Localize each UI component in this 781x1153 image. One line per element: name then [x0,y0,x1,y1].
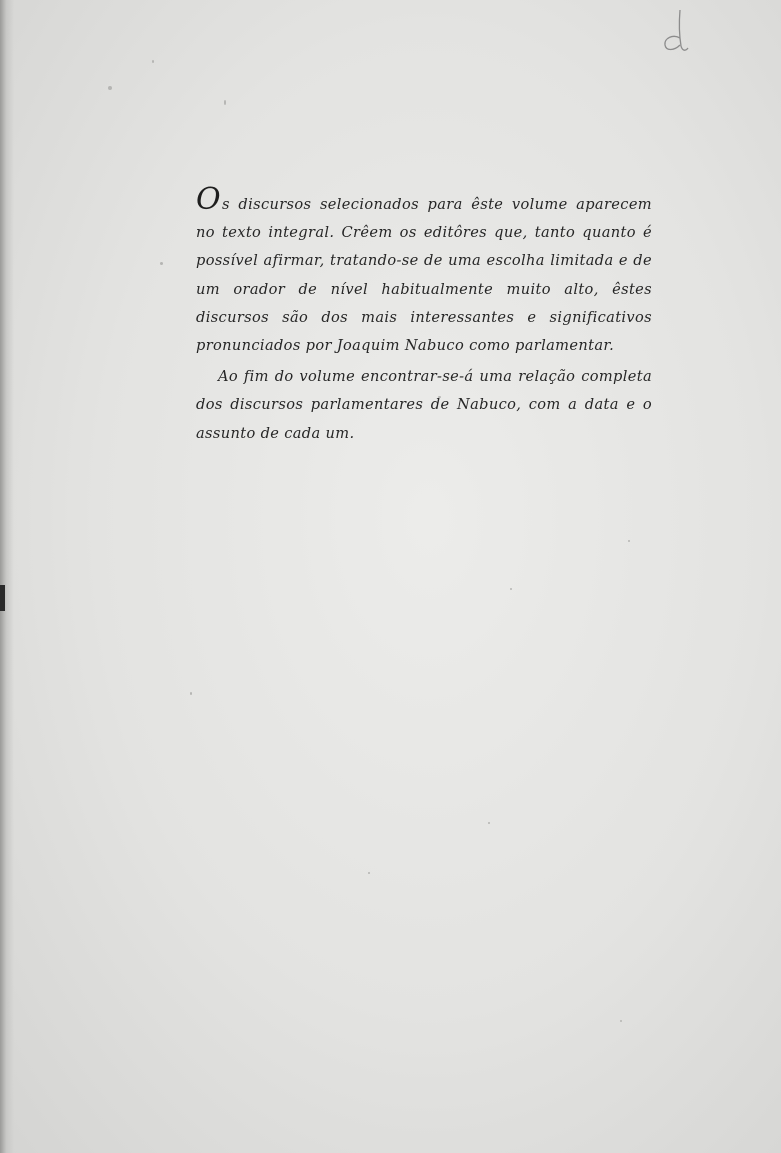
paper-speck [224,100,226,105]
paper-speck [510,588,512,590]
paper-speck [152,60,154,63]
page-left-edge-shadow [0,0,14,1153]
paper-speck [628,540,630,542]
handwritten-pencil-mark [655,8,695,56]
paragraph-1 [196,182,652,360]
paragraph-1-text: s discursos selecionados para êste volume aparecem no texto integral. Crêem os editôres que, tanto quanto é possível afirmar, tratando-se de uma escolha limitada e de um orador de nível habitualmente muito alto, êstes discursos são dos mais interessantes e significativos pronunciados por Joaquim Nabuco como parlamentar. [196,196,652,355]
paper-speck [368,872,370,874]
paper-speck [108,86,112,90]
page-edge-mark [0,585,5,611]
drop-cap-initial: O [196,182,221,217]
paper-speck [620,1020,622,1022]
body-text [196,182,652,448]
paragraph-2 [196,363,652,448]
paper-speck [160,262,163,265]
paper-speck [190,692,192,695]
paper-speck [488,822,490,824]
paragraph-2-text: Ao fim do volume encontrar-se-á uma relação completa dos discursos parlamentares de Nabuco, com a data e o assunto de cada um. [196,368,652,442]
